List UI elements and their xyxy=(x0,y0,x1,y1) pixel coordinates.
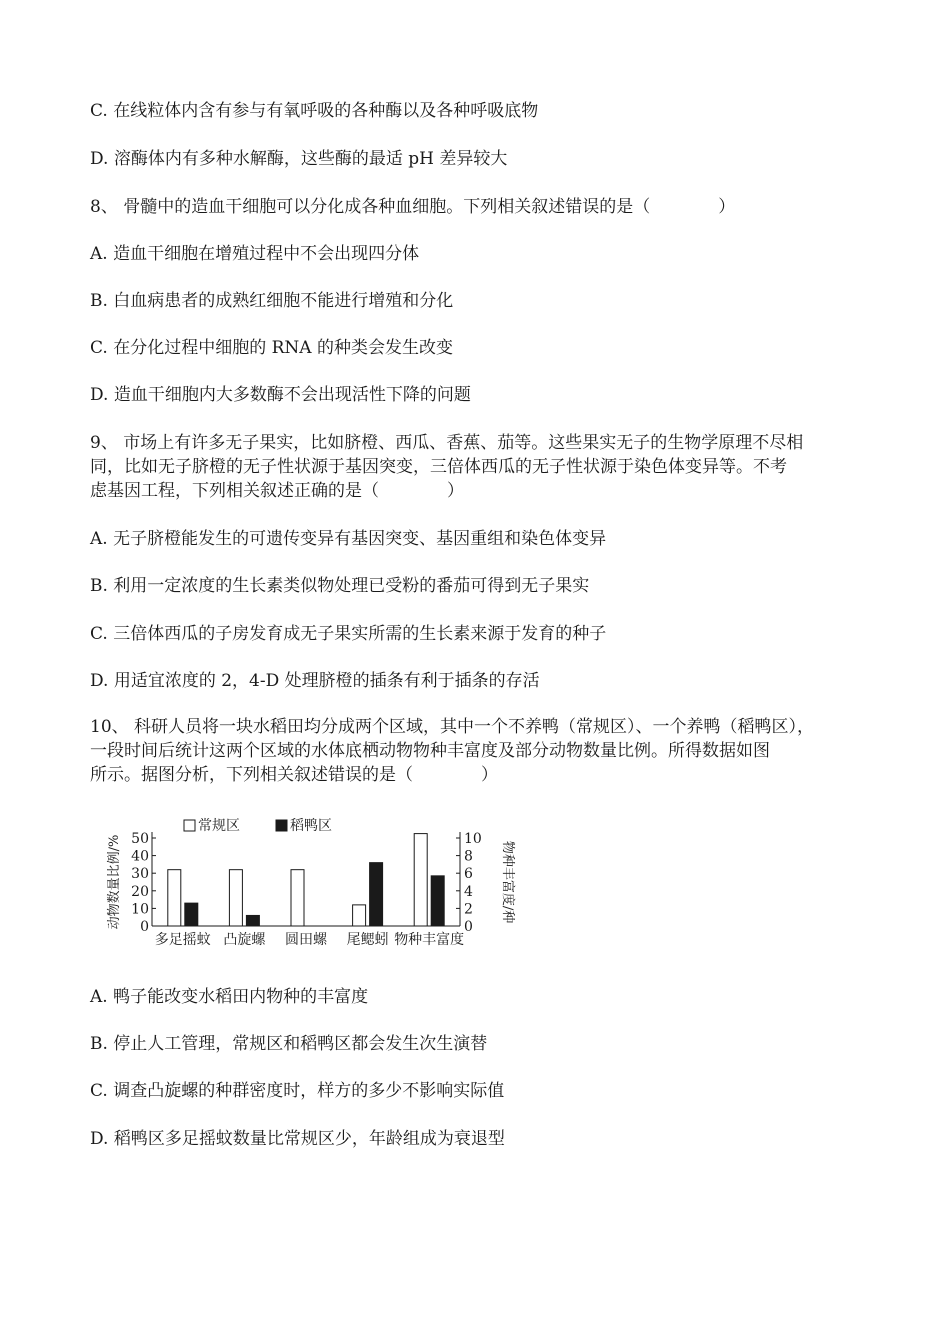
y-tick-label-left: 10 xyxy=(131,901,149,918)
bar-changgui xyxy=(414,834,427,926)
bar-daya xyxy=(246,915,259,926)
bar-changgui xyxy=(229,870,242,926)
y-tick-label-left: 0 xyxy=(140,919,149,935)
q8-option-d: D. 造血干细胞内大多数酶不会出现活性下降的问题 xyxy=(90,385,471,405)
bar-changgui xyxy=(353,905,366,926)
bar-changgui xyxy=(168,870,181,926)
bar-chart xyxy=(100,812,530,960)
q7-option-d: D. 溶酶体内有多种水解酶，这些酶的最适 pH 差异较大 xyxy=(90,149,508,169)
legend-label: 常规区 xyxy=(198,818,240,834)
q9-stem-line: 9、 市场上有许多无子果实，比如脐橙、西瓜、香蕉、茄等。这些果实无子的生物学原理不尽相 xyxy=(90,433,804,453)
y-axis-title-left: 动物数量比例/% xyxy=(107,834,122,930)
q9-stem-line: 虑基因工程，下列相关叙述正确的是（ ） xyxy=(90,481,464,501)
q10-stem-line: 10、 科研人员将一块水稻田均分成两个区域，其中一个不养鸭（常规区）、一个养鸭（稻鸭区）， xyxy=(90,717,815,737)
y-tick-label-left: 50 xyxy=(131,831,149,847)
y-tick-label-left: 20 xyxy=(131,883,149,900)
q9-option-b: B. 利用一定浓度的生长素类似物处理已受粉的番茄可得到无子果实 xyxy=(90,576,590,596)
q10-option-c: C. 调查凸旋螺的种群密度时，样方的多少不影响实际值 xyxy=(90,1081,505,1101)
bar-daya xyxy=(370,863,383,926)
chart-bars xyxy=(168,834,444,926)
q8-stem: 8、 骨髓中的造血干细胞可以分化成各种血细胞。下列相关叙述错误的是（ ） xyxy=(90,197,736,217)
y-tick-label-right: 6 xyxy=(464,866,473,883)
y-axis-title-right: 物种丰富度/种 xyxy=(500,840,515,924)
q7-option-c: C. 在线粒体内含有参与有氧呼吸的各种酶以及各种呼吸底物 xyxy=(90,101,539,121)
y-tick-label-right: 4 xyxy=(464,883,473,900)
q10-stem-line: 所示。据图分析，下列相关叙述错误的是（ ） xyxy=(90,765,498,785)
y-tick-label-right: 2 xyxy=(464,901,473,918)
chart-legend xyxy=(184,817,332,834)
x-tick-label: 尾鳃蚓 xyxy=(346,932,389,948)
q9-option-d: D. 用适宜浓度的 2，4-D 处理脐橙的插条有利于插条的存活 xyxy=(90,671,540,691)
x-tick-label: 凸旋螺 xyxy=(223,932,266,948)
x-tick-label: 圆田螺 xyxy=(285,932,327,948)
legend-label: 稻鸭区 xyxy=(290,818,332,834)
q10-option-a: A. 鸭子能改变水稻田内物种的丰富度 xyxy=(90,987,369,1007)
y-tick-label-right: 0 xyxy=(464,919,473,935)
legend-swatch xyxy=(184,820,195,831)
q9-option-c: C. 三倍体西瓜的子房发育成无子果实所需的生长素来源于发育的种子 xyxy=(90,624,607,644)
bar-daya xyxy=(185,903,198,926)
y-tick-label-left: 40 xyxy=(131,848,149,865)
q10-stem-line: 一段时间后统计这两个区域的水体底栖动物物种丰富度及部分动物数量比例。所得数据如图 xyxy=(90,741,770,761)
q10-option-d: D. 稻鸭区多足摇蚊数量比常规区少，年龄组成为衰退型 xyxy=(90,1129,505,1149)
q8-option-c: C. 在分化过程中细胞的 RNA 的种类会发生改变 xyxy=(90,338,453,358)
q8-option-b: B. 白血病患者的成熟红细胞不能进行增殖和分化 xyxy=(90,291,454,311)
x-tick-label: 多足摇蚊 xyxy=(154,932,211,948)
y-tick-label-right: 10 xyxy=(464,831,482,847)
legend-swatch xyxy=(276,820,287,831)
x-tick-label: 物种丰富度 xyxy=(394,932,465,948)
bar-daya xyxy=(431,876,444,926)
q9-option-a: A. 无子脐橙能发生的可遗传变异有基因突变、基因重组和染色体变异 xyxy=(90,529,607,549)
q9-stem-line: 同，比如无子脐橙的无子性状源于基因突变，三倍体西瓜的无子性状源于染色体变异等。不考 xyxy=(90,457,787,477)
y-tick-label-right: 8 xyxy=(464,848,473,865)
q9-stem xyxy=(90,431,880,503)
bar-changgui xyxy=(291,870,304,926)
q8-option-a: A. 造血干细胞在增殖过程中不会出现四分体 xyxy=(90,244,420,264)
y-tick-label-left: 30 xyxy=(131,866,149,883)
q10-option-b: B. 停止人工管理，常规区和稻鸭区都会发生次生演替 xyxy=(90,1034,488,1054)
q10-stem xyxy=(90,715,880,787)
